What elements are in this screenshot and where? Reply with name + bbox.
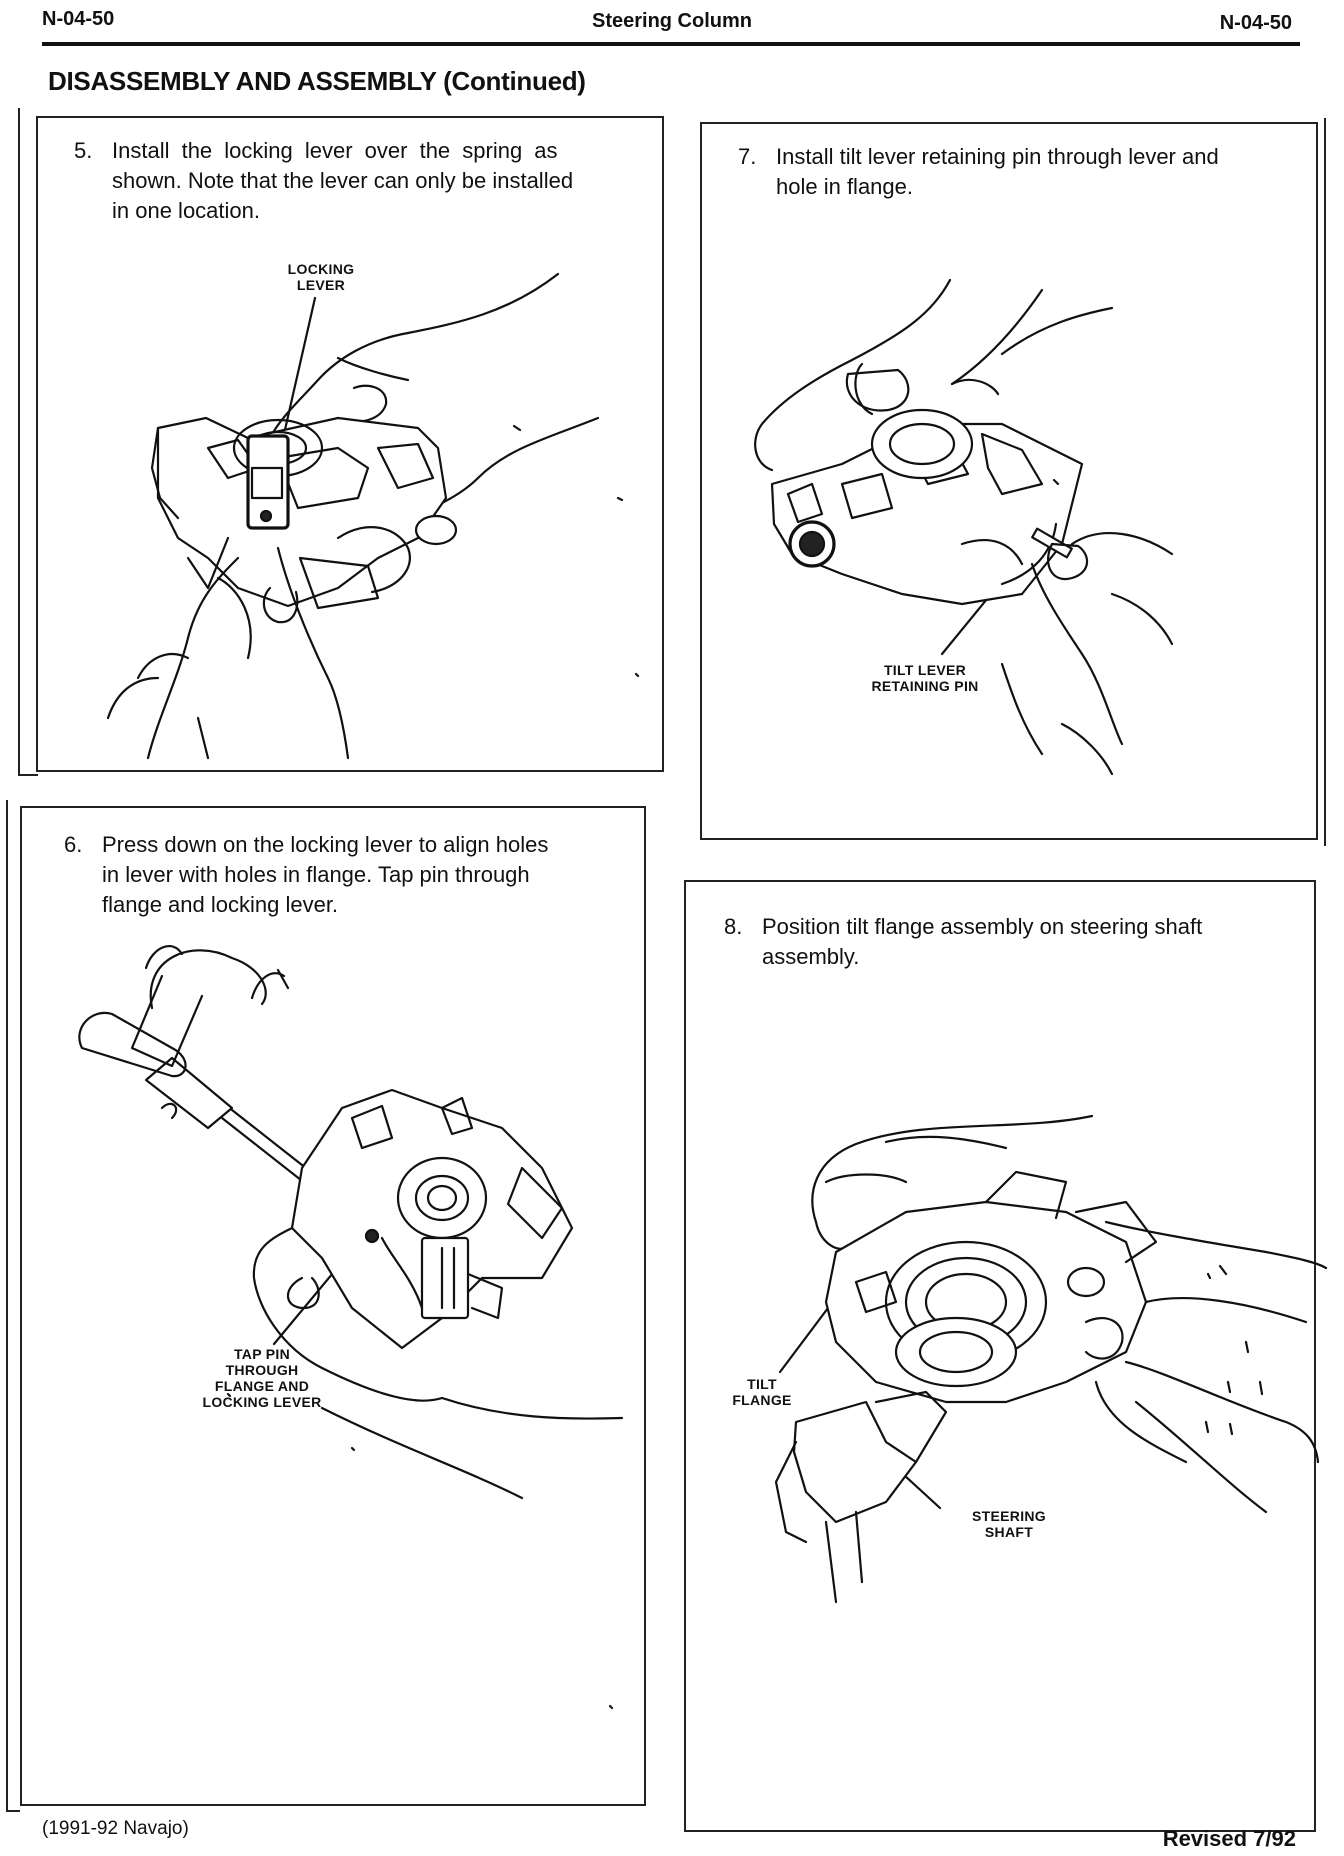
- header-rule: [42, 42, 1300, 46]
- page-code-left: N-04-50: [42, 8, 115, 30]
- step-line: assembly.: [762, 944, 860, 969]
- tilt-flange-illustration: [686, 882, 1318, 1834]
- step-8-panel: [684, 880, 1316, 1832]
- running-header-title: Steering Column: [591, 10, 752, 32]
- page-code-right: N-04-50: [1219, 12, 1292, 34]
- tap-pin-illustration: [22, 808, 648, 1808]
- step-6-panel: [20, 806, 646, 1806]
- panel-edge: [18, 774, 38, 776]
- callout-line: RETAINING PIN: [871, 678, 979, 694]
- step-line: Install tilt lever retaining pin through lever and: [776, 144, 1219, 169]
- step-number: 6.: [64, 832, 83, 857]
- callout-line: LOCKING LEVER: [202, 1394, 322, 1410]
- callout-line: LOCKING: [287, 261, 355, 277]
- panel-edge: [6, 1810, 20, 1812]
- step-number: 5.: [74, 138, 93, 163]
- section-title: DISASSEMBLY AND ASSEMBLY (Continued): [48, 66, 586, 96]
- leader-line: [780, 1308, 828, 1372]
- step-number: 8.: [724, 914, 743, 939]
- panel-edge: [6, 800, 8, 1812]
- footer-model: (1991-92 Navajo): [42, 1818, 189, 1839]
- step-line: in one location.: [112, 198, 260, 223]
- locking-lever-illustration: [38, 118, 666, 774]
- step-line: Press down on the locking lever to align holes: [102, 832, 549, 857]
- step-line: shown. Note that the lever can only be installed: [112, 168, 574, 193]
- step-line: Position tilt flange assembly on steering shaft: [762, 914, 1203, 939]
- footer-revision: Revised 7/92: [1162, 1826, 1296, 1851]
- callout-line: SHAFT: [984, 1524, 1034, 1540]
- step-7-panel: [700, 122, 1318, 840]
- callout-line: LEVER: [296, 277, 346, 293]
- callout-line: FLANGE: [732, 1392, 792, 1408]
- panel-edge: [18, 108, 20, 776]
- callout-line: TAP PIN: [233, 1346, 291, 1362]
- step-line: in lever with holes in flange. Tap pin through: [102, 862, 530, 887]
- step-line: Install the locking lever over the spring as: [112, 138, 558, 163]
- callout-line: TILT LEVER: [883, 662, 967, 678]
- panel-edge: [1324, 118, 1326, 846]
- callout-line: TILT: [747, 1376, 777, 1392]
- step-5-panel: [36, 116, 664, 772]
- step-number: 7.: [738, 144, 757, 169]
- callout-line: STEERING: [972, 1508, 1046, 1524]
- step-line: flange and locking lever.: [102, 892, 339, 917]
- step-line: hole in flange.: [776, 174, 913, 199]
- callout-line: FLANGE AND: [214, 1378, 310, 1394]
- tilt-lever-pin-illustration: [702, 124, 1320, 842]
- callout-line: THROUGH: [225, 1362, 299, 1378]
